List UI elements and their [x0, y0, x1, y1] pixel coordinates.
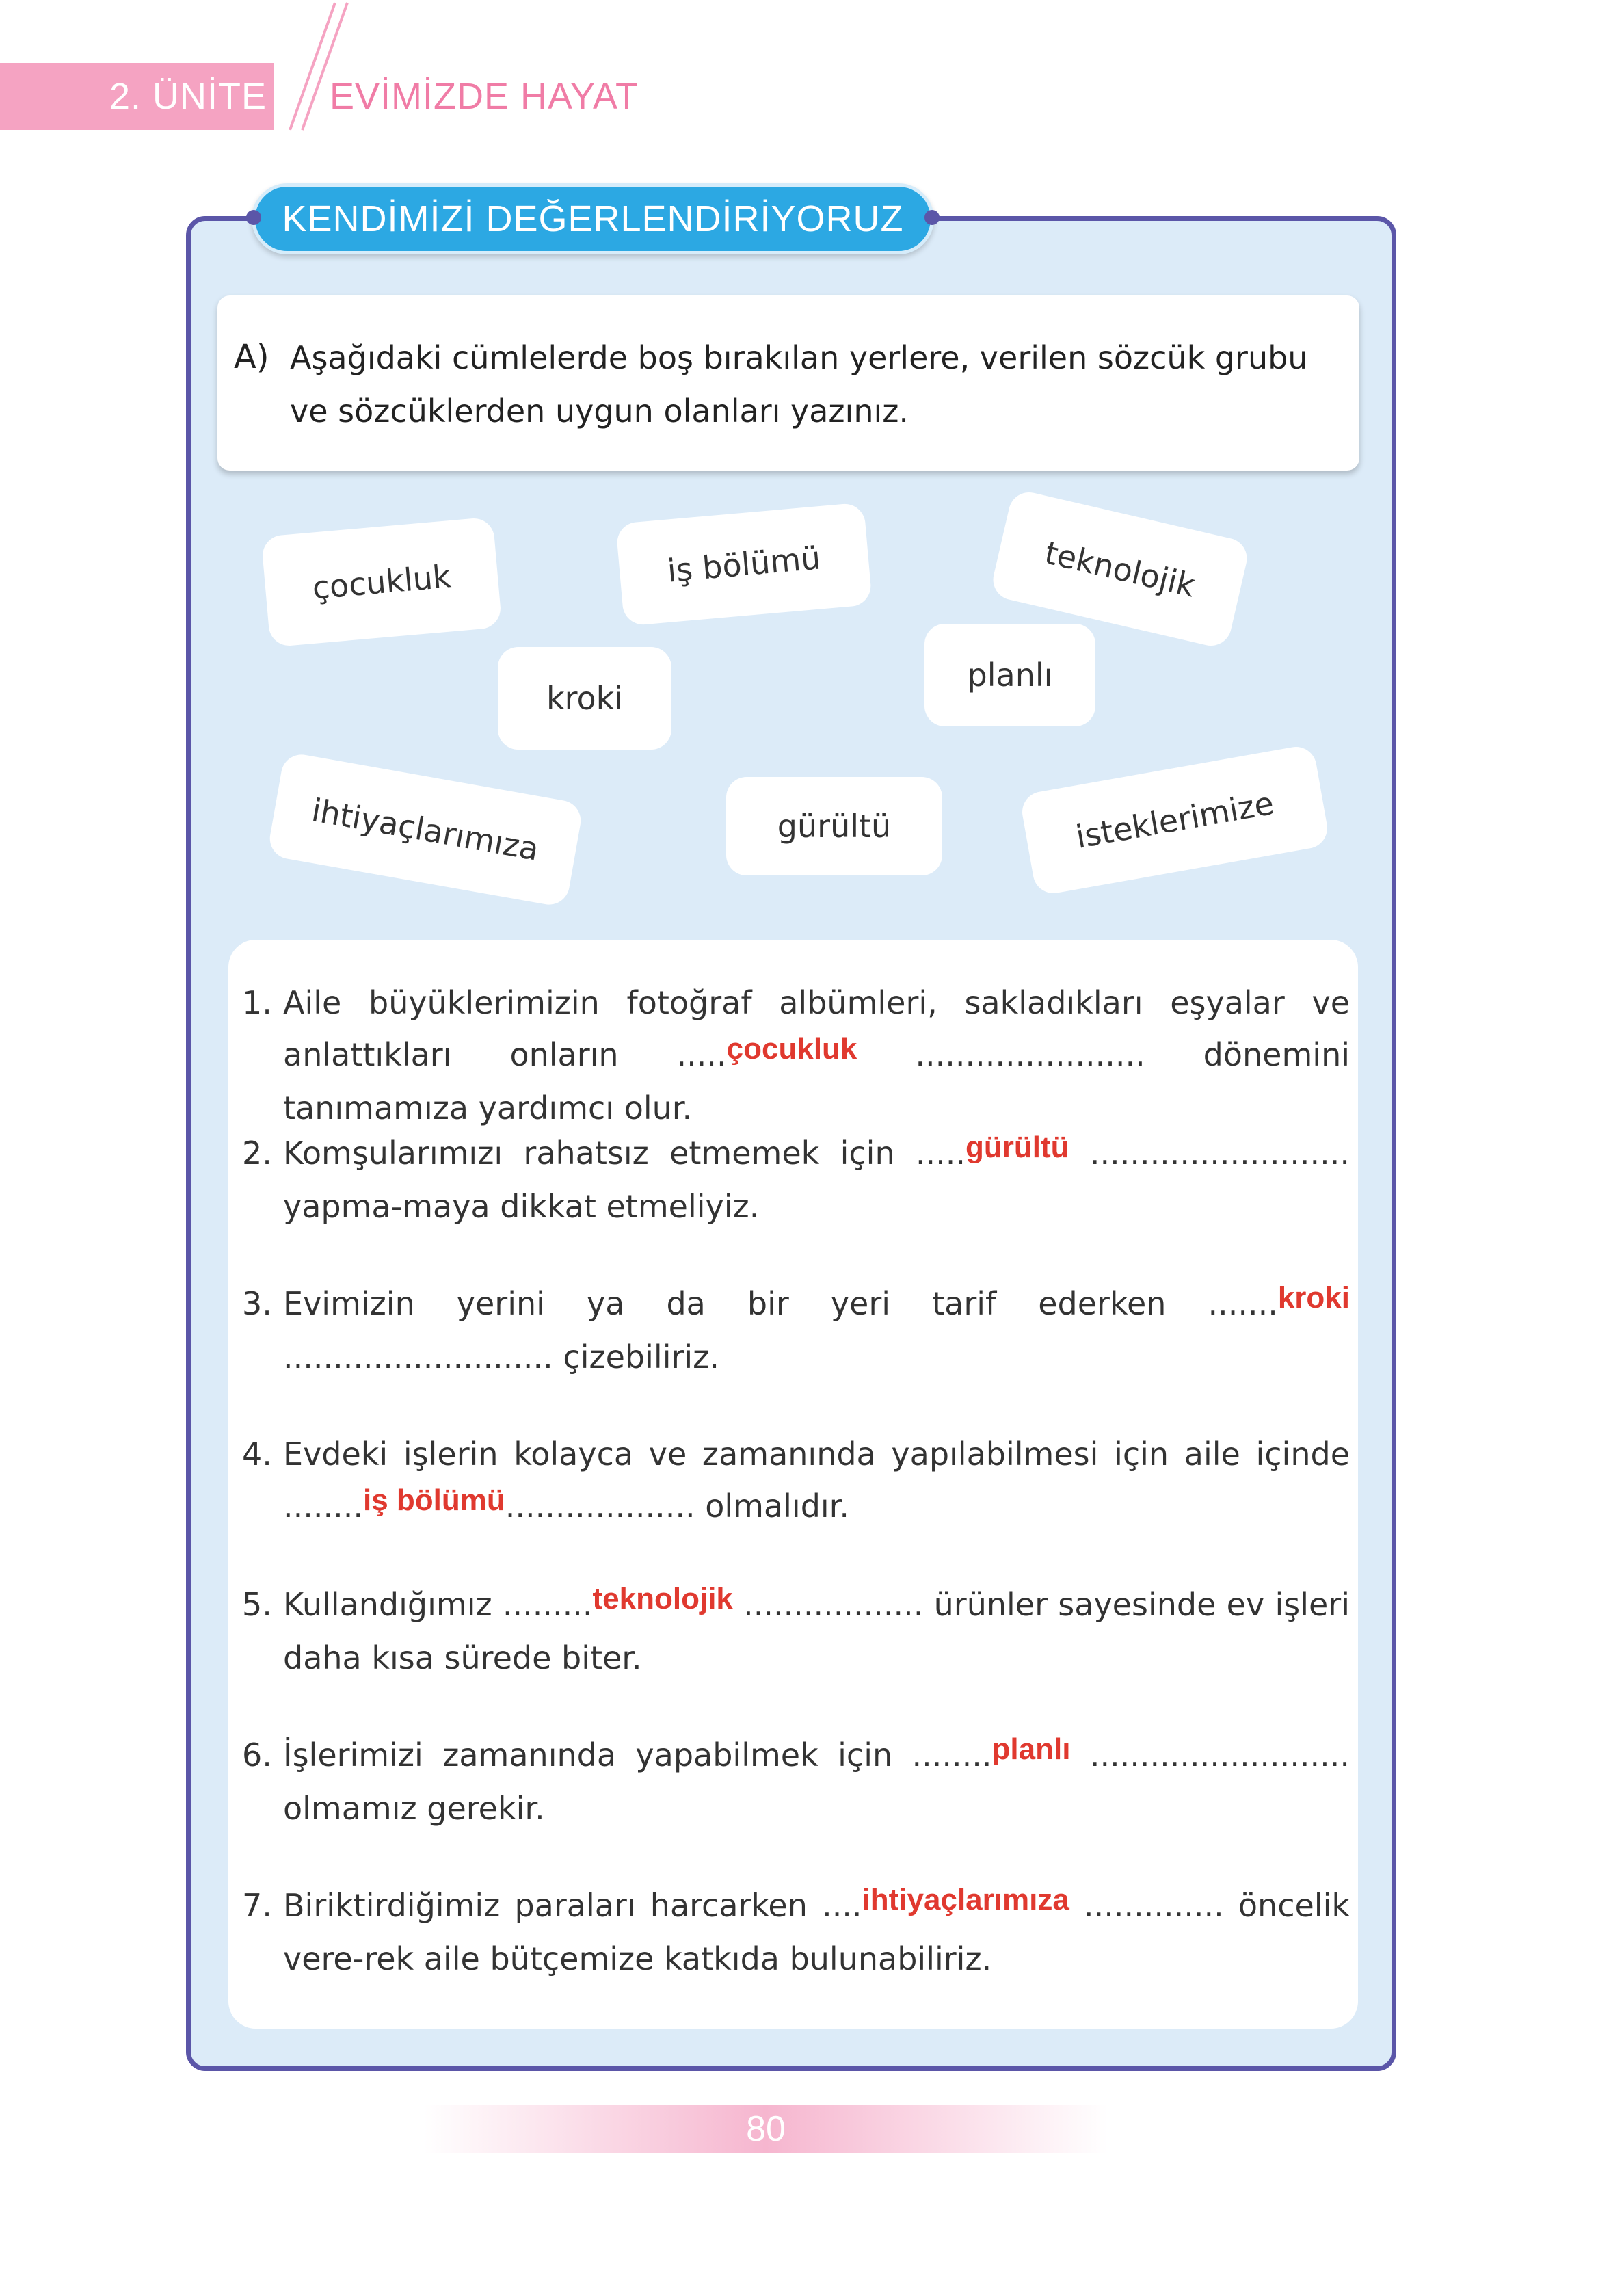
word-card-label: teknolojik: [1041, 533, 1199, 605]
question-text-after: .................. ürünler sayesinde ev işleri daha kısa sürede biter.: [283, 1586, 1350, 1676]
word-card-label: planlı: [967, 657, 1053, 694]
question-number: 5.: [242, 1586, 272, 1623]
question-7: [242, 1879, 1350, 1985]
answer-text: teknolojik: [592, 1582, 733, 1615]
question-number: 2.: [242, 1135, 272, 1172]
question-text-after: .......................... yapma-maya dikkat etmeliyiz.: [283, 1135, 1350, 1225]
question-2: [242, 1127, 1350, 1232]
answer-text: iş bölümü: [362, 1483, 505, 1517]
question-text-before: Aile büyüklerimizin fotoğraf albümleri, sakladıkları eşyalar ve anlattıkları onların .....: [283, 984, 1350, 1073]
banner-dot-left: [246, 210, 261, 225]
question-text-before: Evimizin yerini ya da bir yeri tarif ederken .......: [283, 1285, 1278, 1322]
question-text-before: Kullandığımız .........: [283, 1586, 593, 1623]
question-3: [242, 1278, 1350, 1383]
question-5: [242, 1579, 1350, 1684]
unit-title: EVİMİZDE HAYAT: [330, 76, 639, 117]
answer-text: planlı: [991, 1732, 1071, 1766]
word-card-label: isteklerimize: [1073, 784, 1277, 856]
answer-text: çocukluk: [726, 1032, 857, 1066]
question-text-after: .............. öncelik vere-rek aile bütçemize katkıda bulunabiliriz.: [283, 1887, 1350, 1977]
word-card-label: gürültü: [777, 808, 892, 845]
question-text-before: Komşularımızı rahatsız etmemek için .....: [283, 1135, 966, 1172]
question-text-after: .......................... olmamız gerekir.: [283, 1737, 1350, 1827]
answer-text: ihtiyaçlarımıza: [862, 1883, 1069, 1916]
word-card-label: ihtiyaçlarımıza: [308, 791, 542, 868]
instruction-box: [217, 295, 1359, 471]
question-number: 4.: [242, 1436, 272, 1473]
question-4: [242, 1428, 1350, 1533]
question-text-before: Evdeki işlerin kolayca ve zamanında yapılabilmesi için aile içinde ........: [283, 1436, 1350, 1525]
word-card-label: çocukluk: [310, 557, 453, 607]
questions-panel: [228, 940, 1358, 2029]
page-number: 80: [746, 2109, 786, 2149]
word-card: [924, 624, 1095, 726]
word-card: [261, 516, 503, 647]
question-number: 6.: [242, 1737, 272, 1773]
instruction-letter: A): [234, 338, 269, 376]
answer-text: kroki: [1277, 1281, 1350, 1315]
question-6: [242, 1729, 1350, 1834]
question-1: [242, 977, 1350, 1134]
question-text-after: ................... olmalıdır.: [505, 1488, 849, 1525]
question-text-before: İşlerimizi zamanında yapabilmek için ........: [283, 1737, 992, 1773]
answer-text: gürültü: [966, 1131, 1069, 1164]
word-card-label: kroki: [546, 680, 624, 717]
word-card-label: iş bölümü: [665, 539, 823, 590]
question-number: 1.: [242, 984, 272, 1021]
word-card: [498, 647, 671, 750]
word-card: [726, 777, 942, 875]
banner-dot-right: [924, 210, 940, 225]
section-title: KENDİMİZİ DEĞERLENDİRİYORUZ: [282, 198, 904, 239]
word-card: [615, 502, 873, 626]
question-text-after: ........................... çizebiliriz.: [283, 1338, 719, 1375]
instruction-text: Aşağıdaki cümlelerde boş bırakılan yerlere, verilen sözcük grubu ve sözcüklerden uygun olanları yazınız.: [290, 339, 1308, 430]
question-number: 7.: [242, 1887, 272, 1924]
question-text-before: Biriktirdiğimiz paraları harcarken ....: [283, 1887, 862, 1924]
question-text-after: ....................... dönemini tanımamıza yardımcı olur.: [283, 1036, 1350, 1126]
page-number-band: [424, 2105, 1108, 2153]
question-number: 3.: [242, 1285, 272, 1322]
section-title-banner: [252, 183, 934, 254]
unit-label: 2. ÜNİTE: [109, 76, 267, 117]
